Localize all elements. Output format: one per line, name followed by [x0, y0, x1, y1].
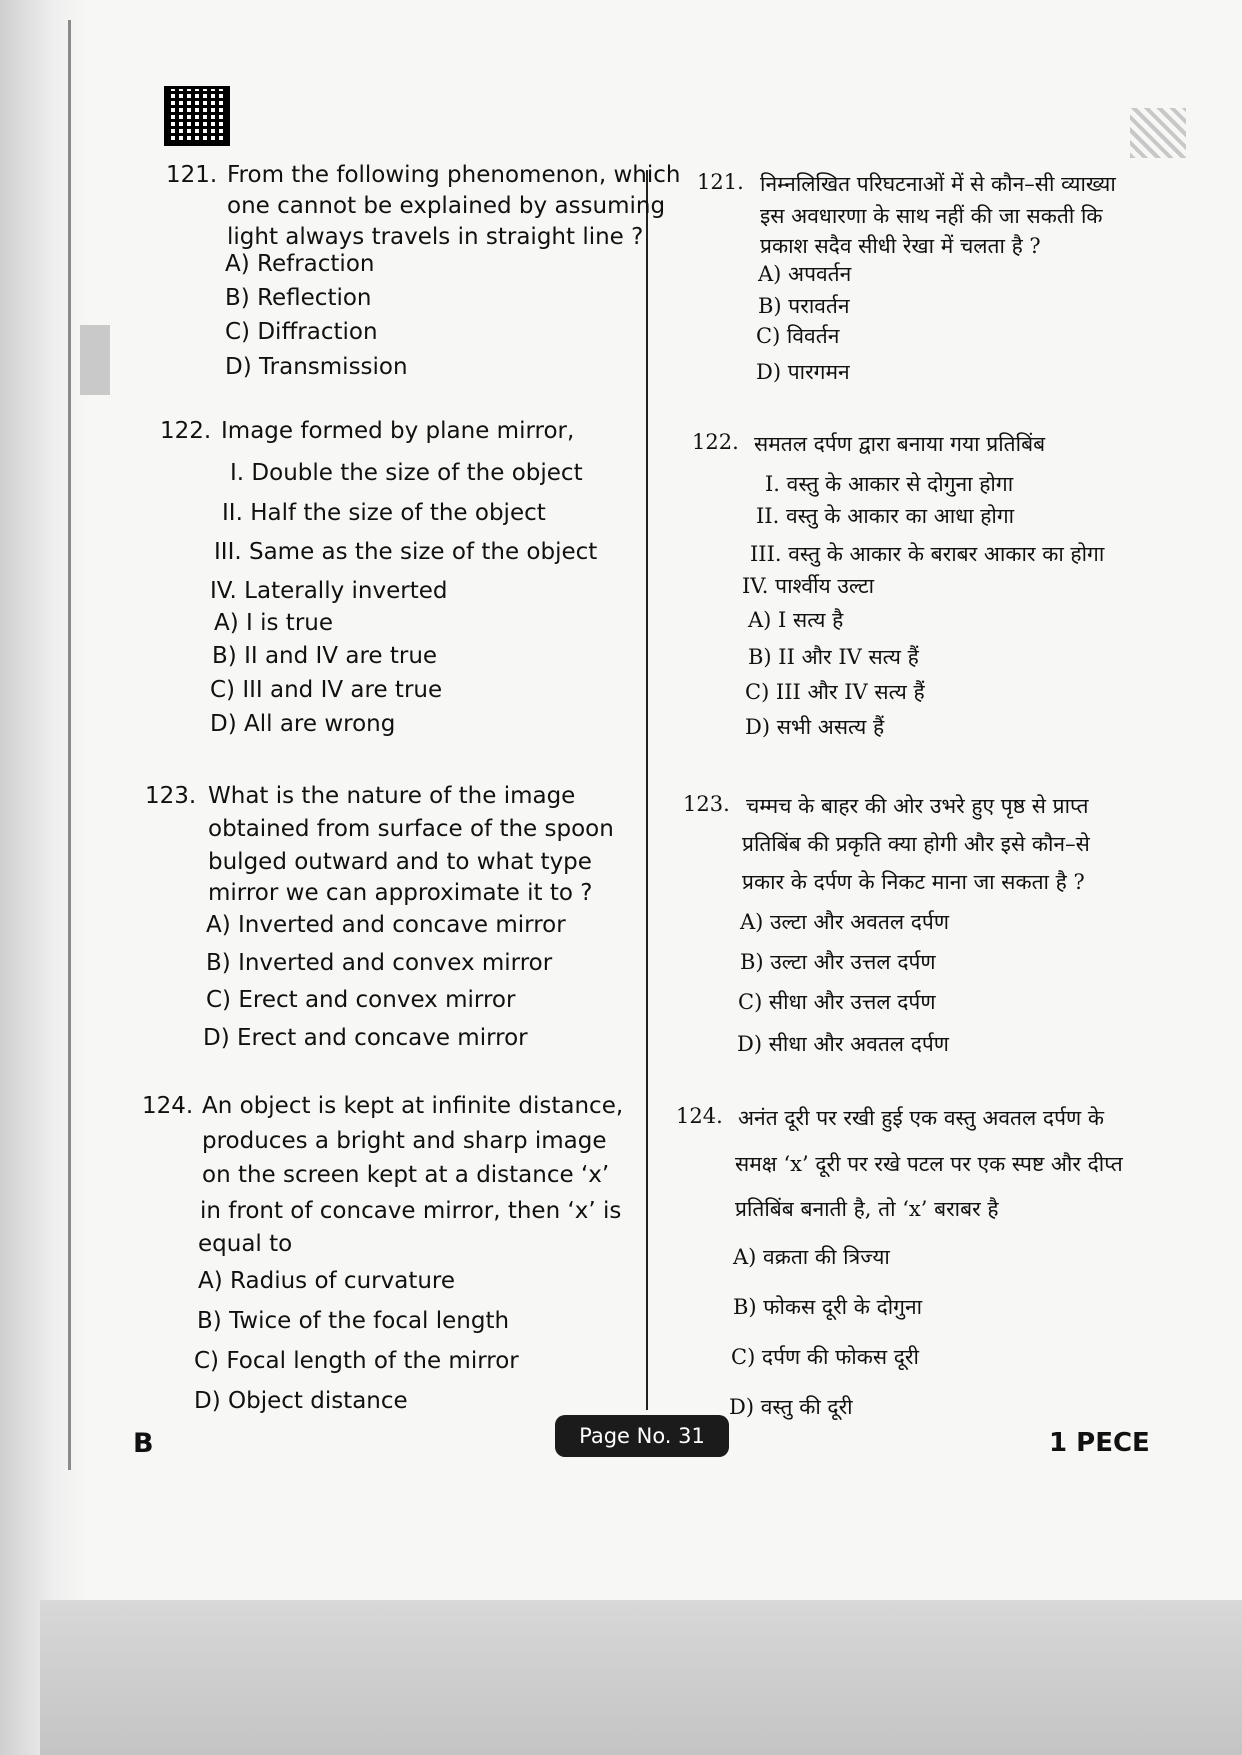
- question-text: mirror we can approximate it to ?: [208, 880, 593, 906]
- question-number: 121.: [697, 170, 744, 194]
- option: C) Diffraction: [225, 319, 378, 345]
- option: B) फोकस दूरी के दोगुना: [733, 1295, 923, 1319]
- option: A) वक्रता की त्रिज्या: [733, 1245, 890, 1269]
- option: D) पारगमन: [756, 360, 850, 384]
- question-text: obtained from surface of the spoon: [208, 816, 614, 842]
- question-text: प्रकाश सदैव सीधी रेखा में चलता है ?: [760, 234, 1041, 258]
- option: A) Inverted and concave mirror: [206, 912, 566, 938]
- option: C) Focal length of the mirror: [194, 1348, 519, 1374]
- option: A) I सत्य है: [748, 608, 844, 632]
- option: C) Erect and convex mirror: [206, 987, 516, 1013]
- page-number-badge: Page No. 31: [555, 1415, 729, 1457]
- question-text: An object is kept at infinite distance,: [202, 1093, 624, 1119]
- question-text: प्रकार के दर्पण के निकट माना जा सकता है ?: [742, 870, 1085, 894]
- option: C) सीधा और उत्तल दर्पण: [738, 990, 936, 1014]
- statement: IV. पार्श्वीय उल्टा: [742, 574, 875, 598]
- question-number: 123.: [683, 792, 730, 816]
- option: C) III और IV सत्य हैं: [745, 680, 925, 704]
- option: D) Erect and concave mirror: [203, 1025, 528, 1051]
- statement: IV. Laterally inverted: [210, 578, 448, 604]
- question-text: चम्मच के बाहर की ओर उभरे हुए पृष्ठ से प्राप्त: [746, 794, 1089, 818]
- question-number: 122.: [160, 418, 212, 444]
- question-text: produces a bright and sharp image: [202, 1128, 607, 1154]
- scan-bottom-band: [40, 1600, 1242, 1755]
- option: A) I is true: [214, 610, 333, 636]
- question-text: What is the nature of the image: [208, 783, 576, 809]
- option: D) All are wrong: [210, 711, 396, 737]
- question-text: अनंत दूरी पर रखी हुई एक वस्तु अवतल दर्पण के: [738, 1106, 1104, 1130]
- question-number: 122.: [692, 430, 739, 454]
- booklet-set: B: [133, 1428, 154, 1459]
- option: D) सभी असत्य हैं: [745, 715, 885, 739]
- question-text: From the following phenomenon, which: [227, 162, 681, 188]
- exam-code: 1 PECE: [1049, 1428, 1150, 1458]
- question-number: 121.: [166, 162, 218, 188]
- option: C) विवर्तन: [756, 324, 840, 348]
- statement: I. Double the size of the object: [230, 460, 583, 486]
- question-number: 123.: [145, 783, 197, 809]
- option: A) Refraction: [225, 251, 375, 277]
- question-text: in front of concave mirror, then ‘x’ is: [200, 1198, 622, 1224]
- statement: III. Same as the size of the object: [214, 539, 598, 565]
- option: B) Reflection: [225, 285, 372, 311]
- option: B) II and IV are true: [212, 643, 438, 669]
- question-text: equal to: [198, 1231, 293, 1257]
- option: D) Object distance: [194, 1388, 408, 1414]
- question-text: Image formed by plane mirror,: [221, 418, 575, 444]
- option: C) दर्पण की फोकस दूरी: [731, 1345, 919, 1369]
- question-text: light always travels in straight line ?: [227, 224, 644, 250]
- option: D) वस्तु की दूरी: [729, 1395, 853, 1419]
- question-text: one cannot be explained by assuming: [227, 193, 666, 219]
- statement: II. वस्तु के आकार का आधा होगा: [756, 504, 1015, 528]
- question-text: समतल दर्पण द्वारा बनाया गया प्रतिबिंब: [754, 432, 1046, 456]
- question-number: 124.: [142, 1093, 194, 1119]
- option: B) परावर्तन: [758, 294, 850, 318]
- question-text: इस अवधारणा के साथ नहीं की जा सकती कि: [760, 204, 1103, 228]
- option: D) सीधा और अवतल दर्पण: [737, 1032, 949, 1056]
- question-number: 124.: [676, 1104, 723, 1128]
- option: B) Twice of the focal length: [197, 1308, 510, 1334]
- question-text: प्रतिबिंब बनाती है, तो ‘x’ बराबर है: [735, 1197, 999, 1221]
- question-text: bulged outward and to what type: [208, 849, 592, 875]
- option: B) Inverted and convex mirror: [206, 950, 553, 976]
- option: D) Transmission: [225, 354, 408, 380]
- statement: III. वस्तु के आकार के बराबर आकार का होगा: [750, 542, 1105, 566]
- option: A) अपवर्तन: [758, 262, 852, 286]
- question-text: समक्ष ‘x’ दूरी पर रखे पटल पर एक स्पष्ट और दीप्त: [735, 1152, 1123, 1176]
- option: B) II और IV सत्य हैं: [748, 645, 919, 669]
- option: B) उल्टा और उत्तल दर्पण: [740, 950, 936, 974]
- statement: II. Half the size of the object: [222, 500, 546, 526]
- question-text: on the screen kept at a distance ‘x’: [202, 1162, 610, 1188]
- statement: I. वस्तु के आकार से दोगुना होगा: [765, 472, 1014, 496]
- question-text: निम्नलिखित परिघटनाओं में से कौन–सी व्याख्या: [760, 172, 1116, 196]
- question-text: प्रतिबिंब की प्रकृति क्या होगी और इसे कौन–से: [742, 832, 1090, 856]
- option: A) Radius of curvature: [198, 1268, 456, 1294]
- option: C) III and IV are true: [210, 677, 443, 703]
- option: A) उल्टा और अवतल दर्पण: [740, 910, 950, 934]
